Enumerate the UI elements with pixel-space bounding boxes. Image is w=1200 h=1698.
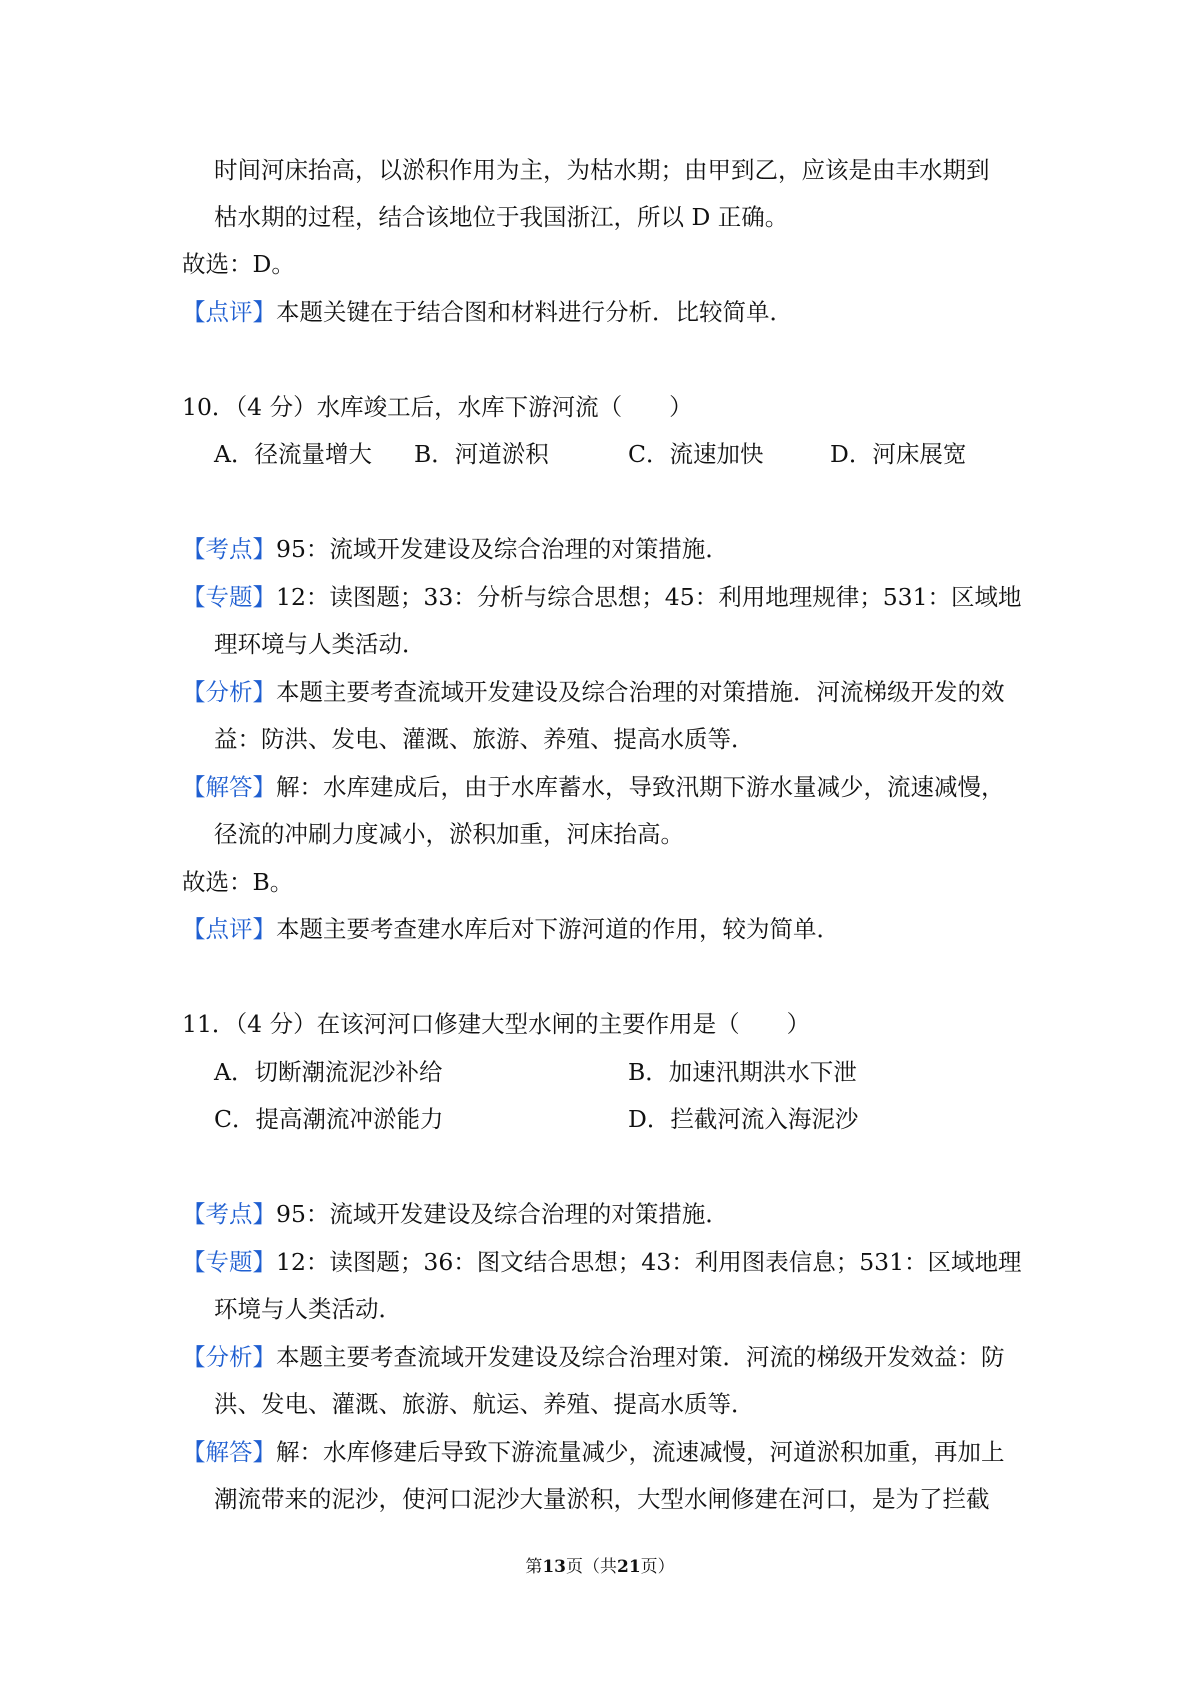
question-10-options <box>0 432 1200 476</box>
jieda-text: 解：水库建成后，由于水库蓄水，导致汛期下游水量减少，流速减慢， <box>276 773 1005 801</box>
option-b: B．河道淤积 <box>414 440 549 468</box>
zhuanti-text: 12：读图题；33：分析与综合思想；45：利用地理规律；531：区域地 <box>276 583 1022 611</box>
fenxi-cont: 益：防洪、发电、灌溉、旅游、养殖、提高水质等． <box>214 725 755 753</box>
question-10-stem: 10．（4 分）水库竣工后，水库下游河流（ ） <box>182 393 693 421</box>
jieda-tag: 【解答】 <box>182 1438 276 1466</box>
fenxi-text: 本题主要考查流域开发建设及综合治理对策．河流的梯级开发效益：防 <box>276 1343 1005 1371</box>
fenxi-tag: 【分析】 <box>182 1343 276 1371</box>
jieda-line <box>0 765 1200 809</box>
footer-suffix: 页） <box>640 1557 675 1577</box>
fenxi-tag: 【分析】 <box>182 678 276 706</box>
prev-analysis-line: 时间河床抬高，以淤积作用为主，为枯水期；由甲到乙，应该是由丰水期到 <box>214 156 990 184</box>
option-d: D．拦截河流入海泥沙 <box>628 1105 859 1133</box>
review-tag: 【点评】 <box>182 298 276 326</box>
footer-total-pages: 21 <box>617 1557 641 1577</box>
zhuanti-tag: 【专题】 <box>182 1248 276 1276</box>
option-c: C．流速加快 <box>628 440 764 468</box>
zhuanti-line <box>0 575 1200 619</box>
kaodian-tag: 【考点】 <box>182 1200 276 1228</box>
option-b: B．加速汛期洪水下泄 <box>628 1058 857 1086</box>
footer-middle: 页（共 <box>566 1557 617 1577</box>
option-a: A．径流量增大 <box>214 440 372 468</box>
prev-review <box>0 290 1200 334</box>
kaodian-text: 95：流域开发建设及综合治理的对策措施． <box>276 1200 729 1228</box>
jieda-text: 解：水库修建后导致下游流量减少，流速减慢，河道淤积加重，再加上 <box>276 1438 1005 1466</box>
zhuanti-cont: 环境与人类活动． <box>214 1295 402 1323</box>
prev-analysis-line: 枯水期的过程，结合该地位于我国浙江，所以 D 正确。 <box>214 203 789 231</box>
option-c: C．提高潮流冲淤能力 <box>214 1105 444 1133</box>
kaodian-tag: 【考点】 <box>182 535 276 563</box>
fenxi-text: 本题主要考查流域开发建设及综合治理的对策措施．河流梯级开发的效 <box>276 678 1005 706</box>
review-tag: 【点评】 <box>182 915 276 943</box>
jieda-cont: 径流的冲刷力度减小，淤积加重，河床抬高。 <box>214 820 684 848</box>
prev-answer: 故选：D。 <box>182 250 295 278</box>
review-text: 本题关键在于结合图和材料进行分析．比较简单． <box>276 298 793 326</box>
question-11-options-row2 <box>0 1097 1200 1141</box>
fenxi-line <box>0 1335 1200 1379</box>
kaodian-line <box>0 527 1200 571</box>
jieda-cont: 潮流带来的泥沙，使河口泥沙大量淤积，大型水闸修建在河口，是为了拦截 <box>214 1485 990 1513</box>
fenxi-line <box>0 670 1200 714</box>
answer-line: 故选：B。 <box>182 868 294 896</box>
option-d: D．河床展宽 <box>830 440 967 468</box>
question-11-stem: 11．（4 分）在该河河口修建大型水闸的主要作用是（ ） <box>182 1010 811 1038</box>
zhuanti-cont: 理环境与人类活动． <box>214 630 426 658</box>
zhuanti-line <box>0 1240 1200 1284</box>
review-line <box>0 907 1200 951</box>
zhuanti-text: 12：读图题；36：图文结合思想；43：利用图表信息；531：区域地理 <box>276 1248 1022 1276</box>
zhuanti-tag: 【专题】 <box>182 583 276 611</box>
review-text: 本题主要考查建水库后对下游河道的作用，较为简单． <box>276 915 840 943</box>
option-a: A．切断潮流泥沙补给 <box>214 1058 443 1086</box>
fenxi-cont: 洪、发电、灌溉、旅游、航运、养殖、提高水质等． <box>214 1390 755 1418</box>
jieda-line <box>0 1430 1200 1474</box>
page-footer <box>0 1552 1200 1582</box>
question-11-options-row1 <box>0 1050 1200 1094</box>
kaodian-line <box>0 1192 1200 1236</box>
kaodian-text: 95：流域开发建设及综合治理的对策措施． <box>276 535 729 563</box>
jieda-tag: 【解答】 <box>182 773 276 801</box>
footer-prefix: 第 <box>525 1557 543 1577</box>
footer-page-number: 13 <box>542 1557 566 1577</box>
